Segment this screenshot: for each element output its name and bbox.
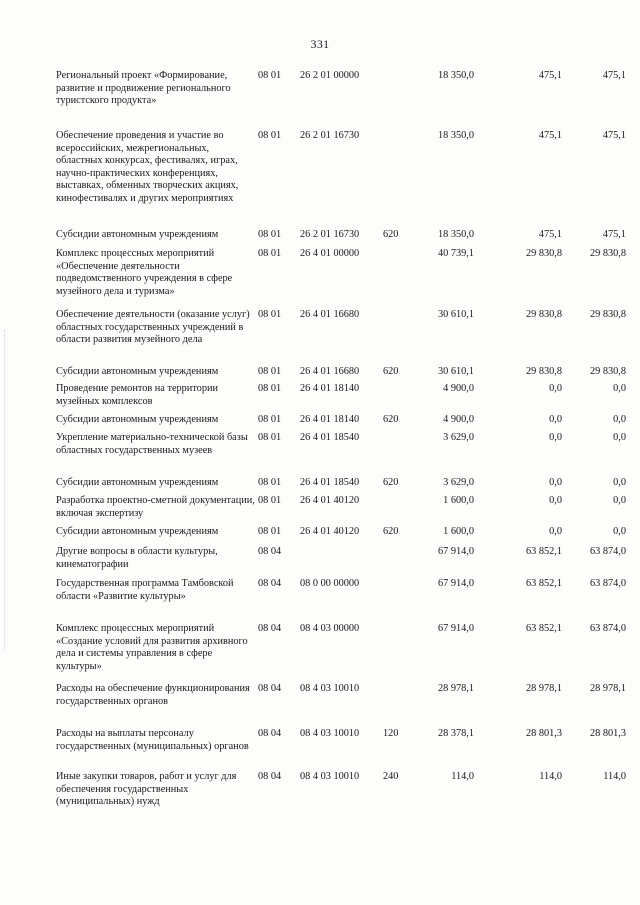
amount-year-2: 0,0	[549, 526, 562, 537]
target-article-code: 26 4 01 18540	[300, 432, 360, 443]
amount-year-1: 3 629,0	[443, 432, 474, 443]
target-article-code: 26 4 01 18140	[300, 414, 360, 425]
row-name: Региональный проект «Формирование, развитие и продвижение регионального туристского продукта»	[56, 70, 231, 107]
amount-year-3: 0,0	[613, 477, 626, 488]
section-code: 08 01	[258, 130, 282, 141]
amount-year-3: 0,0	[613, 414, 626, 425]
section-code: 08 01	[258, 414, 282, 425]
section-code: 08 01	[258, 248, 282, 259]
row-name: Комплекс процессных мероприятий «Создание условий для развития архивного дела и системы управления в сфере культуры»	[56, 623, 248, 672]
section-code: 08 04	[258, 623, 282, 634]
section-code: 08 04	[258, 546, 282, 557]
target-article-code: 26 2 01 16730	[300, 229, 360, 240]
section-code: 08 04	[258, 728, 282, 739]
amount-year-1: 18 350,0	[437, 130, 474, 141]
amount-year-3: 28 978,1	[589, 683, 626, 694]
target-article-code: 26 2 01 16730	[300, 130, 360, 141]
row-name: Иные закупки товаров, работ и услуг для обеспечения государственных (муниципальных) нужд	[56, 771, 237, 808]
target-article-code: 26 4 01 16680	[300, 309, 360, 320]
row-name: Проведение ремонтов на территории музейных комплексов	[56, 383, 218, 407]
expense-type-code: 120	[383, 728, 399, 739]
amount-year-2: 475,1	[538, 229, 562, 240]
amount-year-3: 0,0	[613, 526, 626, 537]
amount-year-1: 40 739,1	[437, 248, 474, 259]
row-name: Субсидии автономным учреждениям	[56, 414, 219, 425]
amount-year-3: 63 874,0	[589, 578, 626, 589]
amount-year-1: 67 914,0	[437, 623, 474, 634]
row-name: Субсидии автономным учреждениям	[56, 366, 219, 377]
amount-year-2: 63 852,1	[525, 546, 562, 557]
row-name: Обеспечение проведения и участие во всероссийских, межрегиональных, областных конкурсах, фестивалях, играх, научно-практических конференциях, выставках, обменных творческих акциях, кинофестивалях и других мероприятиях	[56, 130, 239, 204]
section-code: 08 01	[258, 383, 282, 394]
amount-year-1: 30 610,1	[437, 309, 474, 320]
amount-year-3: 63 874,0	[589, 623, 626, 634]
target-article-code: 08 4 03 10010	[300, 683, 360, 694]
scan-edge-artifact	[4, 330, 7, 650]
section-code: 08 04	[258, 771, 282, 782]
amount-year-2: 475,1	[538, 70, 562, 81]
amount-year-2: 28 978,1	[525, 683, 562, 694]
amount-year-3: 0,0	[613, 432, 626, 443]
amount-year-2: 29 830,8	[525, 309, 562, 320]
section-code: 08 01	[258, 309, 282, 320]
row-name: Укрепление материально-технической базы областных государственных музеев	[56, 432, 248, 456]
section-code: 08 01	[258, 477, 282, 488]
amount-year-3: 0,0	[613, 495, 626, 506]
row-name: Субсидии автономным учреждениям	[56, 526, 219, 537]
amount-year-3: 0,0	[613, 383, 626, 394]
amount-year-1: 18 350,0	[437, 70, 474, 81]
amount-year-1: 67 914,0	[437, 546, 474, 557]
section-code: 08 01	[258, 495, 282, 506]
expense-type-code: 620	[383, 229, 399, 240]
row-name: Другие вопросы в области культуры, кинематографии	[56, 546, 218, 570]
section-code: 08 01	[258, 229, 282, 240]
amount-year-1: 1 600,0	[443, 495, 474, 506]
amount-year-2: 29 830,8	[525, 248, 562, 259]
row-name: Расходы на обеспечение функционирования государственных органов	[56, 683, 250, 707]
section-code: 08 04	[258, 683, 282, 694]
target-article-code: 26 4 01 00000	[300, 248, 360, 259]
target-article-code: 08 0 00 00000	[300, 578, 360, 589]
row-name: Субсидии автономным учреждениям	[56, 477, 219, 488]
section-code: 08 01	[258, 366, 282, 377]
amount-year-2: 114,0	[539, 771, 562, 782]
amount-year-2: 28 801,3	[525, 728, 562, 739]
target-article-code: 08 4 03 10010	[300, 728, 360, 739]
amount-year-1: 18 350,0	[437, 229, 474, 240]
amount-year-1: 67 914,0	[437, 578, 474, 589]
amount-year-2: 475,1	[538, 130, 562, 141]
amount-year-3: 475,1	[602, 130, 626, 141]
expense-type-code: 620	[383, 477, 399, 488]
amount-year-1: 28 378,1	[437, 728, 474, 739]
amount-year-3: 29 830,8	[589, 309, 626, 320]
amount-year-1: 114,0	[451, 771, 474, 782]
section-code: 08 01	[258, 432, 282, 443]
section-code: 08 01	[258, 526, 282, 537]
amount-year-2: 0,0	[549, 383, 562, 394]
amount-year-3: 114,0	[603, 771, 626, 782]
amount-year-1: 30 610,1	[437, 366, 474, 377]
amount-year-2: 0,0	[549, 495, 562, 506]
target-article-code: 26 4 01 40120	[300, 526, 360, 537]
row-name: Субсидии автономным учреждениям	[56, 229, 219, 240]
amount-year-1: 4 900,0	[443, 414, 474, 425]
amount-year-2: 0,0	[549, 477, 562, 488]
amount-year-3: 475,1	[602, 70, 626, 81]
amount-year-1: 1 600,0	[443, 526, 474, 537]
row-name: Расходы на выплаты персоналу государственных (муниципальных) органов	[56, 728, 249, 752]
row-name: Обеспечение деятельности (оказание услуг) областных государственных учреждений в области развития музейного дела	[56, 309, 250, 346]
expense-type-code: 620	[383, 526, 399, 537]
page-number: 331	[310, 37, 330, 51]
amount-year-2: 29 830,8	[525, 366, 562, 377]
row-name: Комплекс процессных мероприятий «Обеспечение деятельности подведомственного учреждения в сфере музейного дела и туризма»	[56, 248, 233, 297]
amount-year-3: 29 830,8	[589, 366, 626, 377]
amount-year-3: 63 874,0	[589, 546, 626, 557]
row-name: Государственная программа Тамбовской области «Развитие культуры»	[56, 578, 234, 602]
target-article-code: 08 4 03 10010	[300, 771, 360, 782]
expense-type-code: 240	[383, 771, 399, 782]
target-article-code: 26 2 01 00000	[300, 70, 360, 81]
amount-year-3: 28 801,3	[589, 728, 626, 739]
amount-year-3: 475,1	[602, 229, 626, 240]
amount-year-2: 63 852,1	[525, 578, 562, 589]
section-code: 08 04	[258, 578, 282, 589]
target-article-code: 26 4 01 16680	[300, 366, 360, 377]
amount-year-1: 3 629,0	[443, 477, 474, 488]
target-article-code: 08 4 03 00000	[300, 623, 360, 634]
target-article-code: 26 4 01 18540	[300, 477, 360, 488]
target-article-code: 26 4 01 18140	[300, 383, 360, 394]
amount-year-2: 0,0	[549, 432, 562, 443]
row-name: Разработка проектно-сметной документации, включая экспертизу	[56, 495, 255, 519]
target-article-code: 26 4 01 40120	[300, 495, 360, 506]
expense-type-code: 620	[383, 366, 399, 377]
amount-year-1: 28 978,1	[437, 683, 474, 694]
section-code: 08 01	[258, 70, 282, 81]
expense-type-code: 620	[383, 414, 399, 425]
amount-year-3: 29 830,8	[589, 248, 626, 259]
amount-year-1: 4 900,0	[443, 383, 474, 394]
amount-year-2: 0,0	[549, 414, 562, 425]
amount-year-2: 63 852,1	[525, 623, 562, 634]
